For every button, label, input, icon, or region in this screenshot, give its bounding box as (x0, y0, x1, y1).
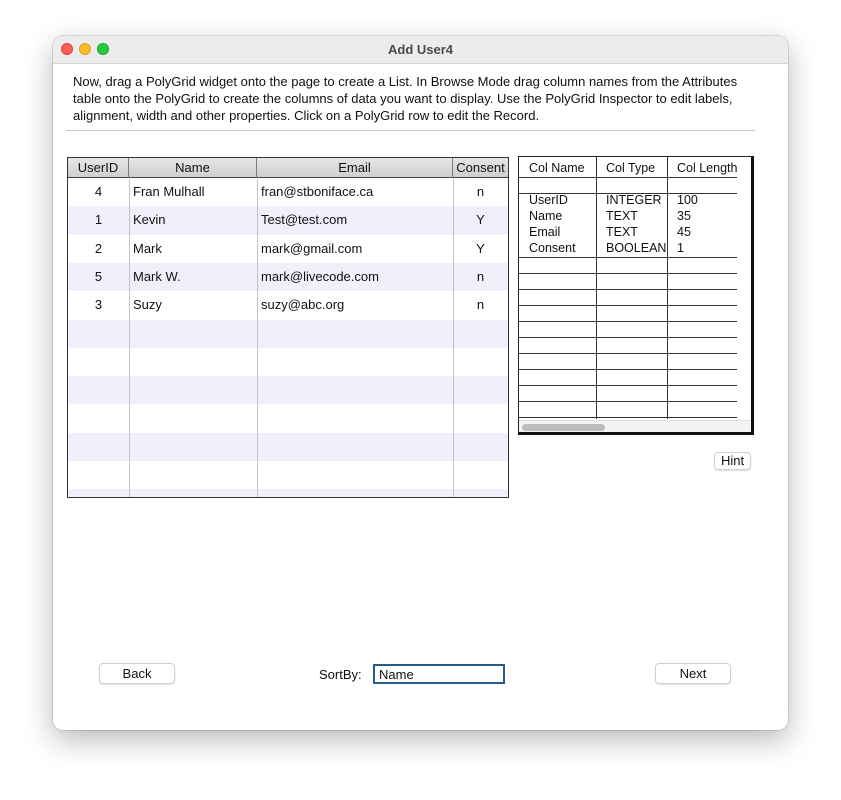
attr-cell-col-length[interactable]: 1 (677, 241, 684, 255)
row-divider (519, 417, 737, 418)
attr-cell-col-name[interactable]: UserID (529, 193, 568, 207)
cell-consent: n (476, 297, 485, 313)
row-divider (519, 337, 737, 338)
cell-email: fran@stboniface.ca (261, 184, 374, 199)
title-bar (53, 36, 788, 64)
attr-column-header-col-type[interactable]: Col Type (606, 161, 656, 175)
row-divider (519, 401, 737, 402)
column-divider (596, 157, 597, 419)
back-button[interactable]: Back (99, 663, 175, 684)
column-header-consent[interactable]: Consent (456, 160, 505, 175)
column-header-userid[interactable]: UserID (68, 158, 129, 178)
row-divider (519, 289, 737, 290)
row-divider (519, 369, 737, 370)
column-divider (257, 178, 258, 497)
hint-button[interactable]: Hint (714, 452, 751, 470)
attr-cell-col-length[interactable]: 100 (677, 193, 698, 207)
attributes-table[interactable] (518, 156, 754, 435)
empty-table-row[interactable] (68, 320, 508, 348)
attr-cell-col-name[interactable]: Name (529, 209, 563, 223)
row-divider (519, 305, 737, 306)
column-divider (667, 157, 668, 419)
cell-userid: 1 (94, 212, 103, 228)
users-polygrid[interactable] (67, 157, 509, 498)
scrollbar-thumb[interactable] (522, 424, 605, 431)
column-divider (453, 178, 454, 497)
cell-consent: Y (476, 212, 485, 228)
cell-email: suzy@abc.org (261, 297, 345, 313)
window-title: Add User4 (387, 42, 454, 57)
sortby-label: SortBy: (319, 667, 362, 682)
instructions-text: Now, drag a PolyGrid widget onto the page to create a List. In Browse Mode drag column names from the Attributes table onto the PolyGrid to create the columns of data you want to display. Use the PolyGrid Inspector to edit labels, alignment, width and other properties. Click on a PolyGrid row to edit the Record. (66, 69, 755, 131)
table-row[interactable] (68, 291, 508, 319)
cell-userid: 3 (94, 297, 103, 313)
attributes-horizontal-scrollbar[interactable] (519, 420, 752, 433)
attr-column-header-col-length[interactable]: Col Length (677, 161, 738, 175)
attr-column-header-col-name[interactable]: Col Name (529, 161, 585, 175)
row-divider (519, 257, 737, 258)
empty-table-row[interactable] (68, 461, 508, 489)
cell-name: Mark W. (133, 268, 181, 284)
row-divider (519, 321, 737, 322)
next-button[interactable]: Next (655, 663, 731, 684)
table-row[interactable] (68, 178, 508, 206)
column-header-name[interactable]: Name (129, 158, 257, 178)
cell-userid: 5 (94, 268, 103, 284)
empty-table-row[interactable] (68, 489, 508, 498)
table-row[interactable] (68, 263, 508, 291)
column-divider (129, 178, 130, 497)
cell-name: Fran Mulhall (133, 184, 205, 199)
table-row[interactable] (68, 235, 508, 263)
cell-name: Kevin (133, 212, 166, 228)
empty-table-row[interactable] (68, 376, 508, 404)
cell-consent: n (476, 184, 485, 199)
add-user-window (53, 36, 788, 730)
attr-cell-col-length[interactable]: 35 (677, 209, 691, 223)
cell-userid: 4 (94, 184, 103, 199)
attr-cell-col-name[interactable]: Email (529, 225, 561, 239)
attr-cell-col-type[interactable]: TEXT (606, 225, 638, 239)
empty-table-row[interactable] (68, 404, 508, 432)
cell-name: Suzy (133, 297, 162, 313)
cell-name: Mark (133, 240, 162, 256)
row-divider (519, 353, 737, 354)
cell-email: Test@test.com (261, 212, 348, 228)
cell-userid: 2 (94, 240, 103, 256)
attr-cell-col-name[interactable]: Consent (529, 241, 576, 255)
row-divider (519, 385, 737, 386)
attr-cell-col-type[interactable]: BOOLEAN (606, 241, 667, 255)
users-grid-header (68, 158, 508, 178)
cell-email: mark@livecode.com (261, 268, 379, 284)
attr-cell-col-type[interactable]: INTEGER (606, 193, 662, 207)
row-divider (519, 177, 737, 178)
cell-consent: n (476, 268, 485, 284)
empty-table-row[interactable] (68, 433, 508, 461)
sortby-field[interactable] (373, 664, 505, 684)
table-row[interactable] (68, 206, 508, 234)
empty-table-row[interactable] (68, 348, 508, 376)
attr-cell-col-type[interactable]: TEXT (606, 209, 638, 223)
cell-email: mark@gmail.com (261, 240, 363, 256)
cell-consent: Y (476, 240, 485, 256)
column-header-email[interactable]: Email (257, 158, 453, 178)
row-divider (519, 273, 737, 274)
attr-cell-col-length[interactable]: 45 (677, 225, 691, 239)
